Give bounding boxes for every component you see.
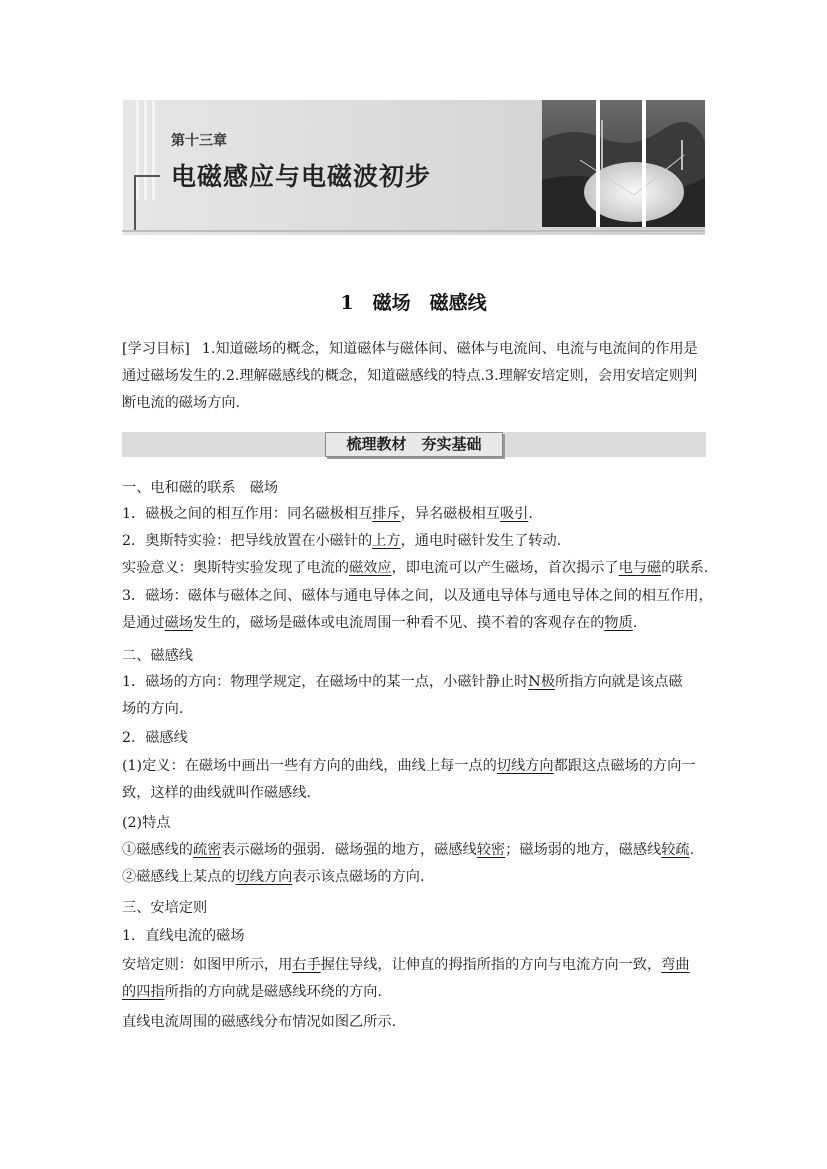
section-bar-label: 梳理教材 夯实基础: [325, 432, 503, 457]
heading-1: 一、电和磁的联系 磁场: [122, 480, 279, 496]
chapter-banner: [122, 100, 705, 235]
section-bar: [122, 432, 706, 457]
banner-bracket: [134, 175, 160, 231]
s3-line-1: 1．直线电流的磁场: [122, 928, 245, 944]
s1-line-3: 实验意义：奥斯特实验发现了电流的磁效应，即电流可以产生磁场，首次揭示了电与磁的联系.: [122, 560, 709, 576]
s2-line-2: 场的方向.: [122, 701, 184, 717]
telescope-photo: [542, 100, 705, 227]
s2-line-3: 2．磁感线: [122, 730, 188, 746]
learning-goals-text: 1.知道磁场的概念，知道磁体与磁体间、磁体与电流间、电流与电流间的作用是通过磁场发生的.2.理解磁感线的概念，知道磁感线的特点.3.理解安培定则，会用安培定则判断电流的磁场方向.: [122, 341, 698, 411]
heading-3: 三、安培定则: [122, 900, 208, 916]
chapter-title: 电磁感应与电磁波初步: [171, 162, 432, 191]
s3-line-4: 直线电流周围的磁感线分布情况如图乙所示.: [122, 1014, 397, 1030]
s1-line-2: 2．奥斯特实验：把导线放置在小磁针的上方，通电时磁针发生了转动.: [122, 533, 562, 549]
learning-goals: [122, 336, 706, 417]
s1-line-4: 3．磁场：磁体与磁体之间、磁体与通电导体之间，以及通电导体与通电导体之间的相互作用，: [122, 588, 713, 604]
s2-line-8: ②磁感线上某点的切线方向表示该点磁场的方向.: [122, 869, 425, 885]
learning-goals-tag: [学习目标]: [122, 341, 190, 357]
s3-line-3: 的四指所指的方向就是磁感线环绕的方向.: [122, 984, 382, 1000]
s2-line-4: (1)定义：在磁场中画出一些有方向的曲线，曲线上每一点的切线方向都跟这点磁场的方向一: [122, 758, 696, 774]
s3-line-2: 安培定则：如图甲所示，用右手握住导线，让伸直的拇指所指的方向与电流方向一致，弯曲: [122, 957, 690, 973]
chapter-number: 第十三章: [171, 133, 227, 149]
heading-2: 二、磁感线: [122, 648, 193, 664]
section-title: 1 磁场 磁感线: [340, 292, 487, 314]
s1-line-5: 是通过磁场发生的，磁场是磁体或电流周围一种看不见、摸不着的客观存在的物质.: [122, 615, 638, 631]
s1-line-1: 1．磁极之间的相互作用：同名磁极相互排斥，异名磁极相互吸引.: [122, 506, 533, 522]
s2-line-7: ①磁感线的疏密表示磁场的强弱．磁场强的地方，磁感线较密；磁场弱的地方，磁感线较疏.: [122, 842, 695, 858]
s2-line-5: 致，这样的曲线就叫作磁感线.: [122, 785, 311, 801]
s2-line-6: (2)特点: [122, 815, 171, 831]
s2-line-1: 1．磁场的方向：物理学规定，在磁场中的某一点，小磁针静止时N极所指方向就是该点磁: [122, 674, 683, 690]
